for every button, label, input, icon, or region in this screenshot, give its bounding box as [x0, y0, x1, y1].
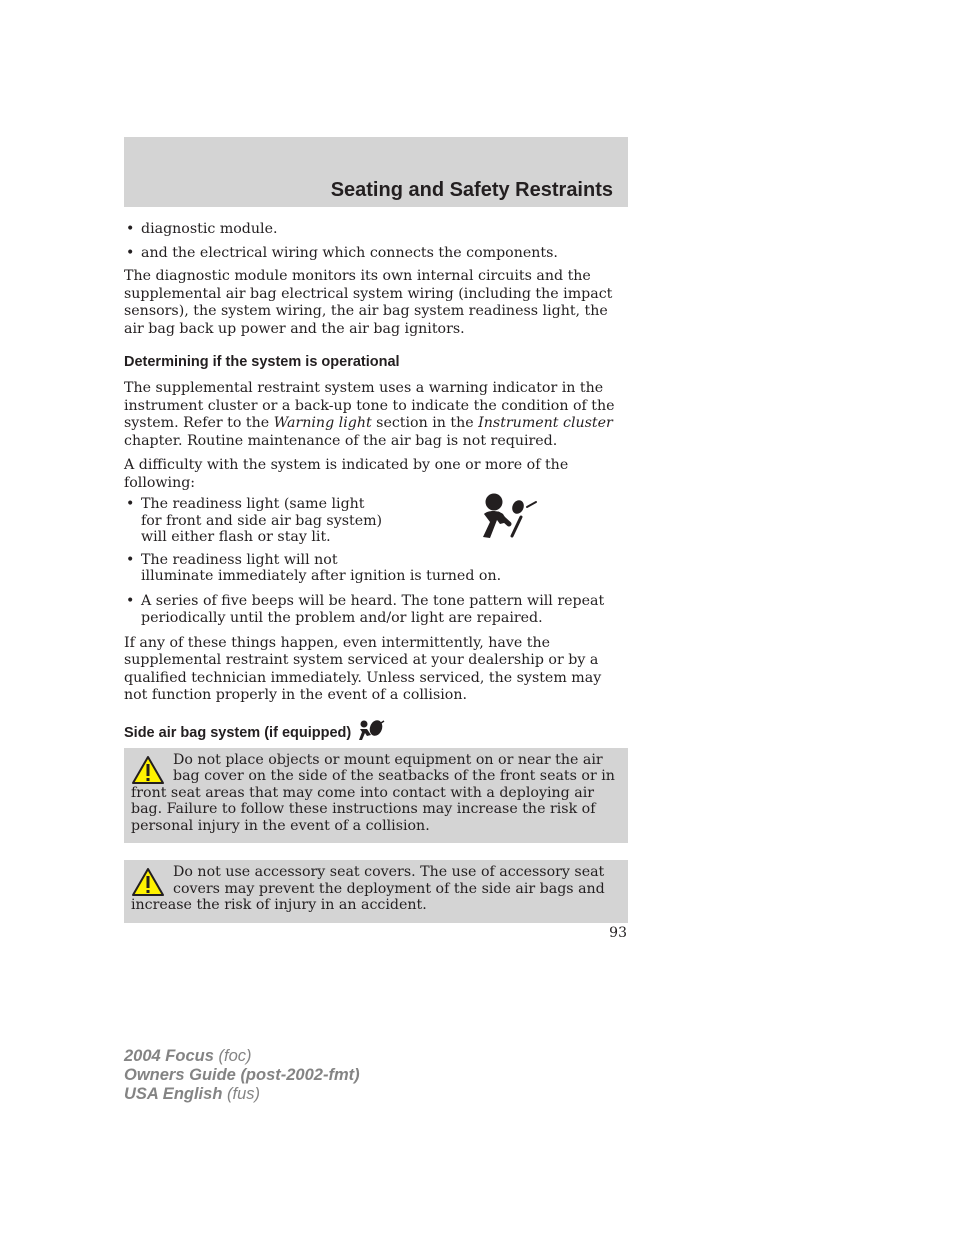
- footer-model-code: (foc): [218, 1047, 252, 1065]
- list-item: [124, 496, 628, 546]
- page-title: Seating and Safety Restraints: [330, 179, 613, 201]
- side-airbag-icon: [357, 719, 385, 741]
- italic-instrument-cluster: Instrument cluster: [478, 415, 613, 431]
- bullet-dot: •: [126, 592, 135, 609]
- warning-text: Do not use accessory seat covers. The use of accessory seat covers may prevent the deployment of the side air bags and increase the risk of injury in an accident.: [131, 864, 605, 913]
- bullet-dot: •: [126, 221, 135, 237]
- bullet-dot: •: [126, 496, 135, 512]
- warning-triangle-icon: [131, 867, 165, 897]
- page-content: [124, 221, 628, 923]
- paragraph-service-advice: If any of these things happen, even intermittently, have the supplemental restraint system serviced at your dealership or by a qualified technician immediately. Unless serviced, the system may not function properly in the event of a collision.: [124, 634, 602, 703]
- bullet-text-line: for front and side air bag system): [141, 512, 383, 529]
- header-band: [124, 137, 628, 207]
- list-item: [124, 221, 628, 239]
- airbag-readiness-icon: [478, 492, 538, 542]
- bullet-text-line: The readiness light (same light: [141, 496, 365, 512]
- footer-line: [124, 1047, 360, 1066]
- bullet-dot: •: [126, 551, 135, 568]
- list-item: [124, 552, 628, 585]
- footer-language: USA English: [124, 1085, 223, 1103]
- bullet-text: and the electrical wiring which connects the components.: [141, 244, 558, 261]
- text-run: chapter. Routine maintenance of the air bag is not required.: [124, 432, 558, 449]
- list-item: [124, 593, 628, 628]
- italic-warning-light: Warning light: [273, 415, 372, 431]
- spacer: [124, 843, 628, 860]
- heading-text: Side air bag system (if equipped): [124, 724, 352, 741]
- bullet-text-line: The readiness light will not: [141, 551, 338, 568]
- list-item: [124, 245, 628, 263]
- paragraph-difficulty: A difficulty with the system is indicated by one or more of the following:: [124, 457, 569, 491]
- paragraph-warning-indicator: [124, 380, 628, 450]
- footer-model: 2004 Focus: [124, 1047, 214, 1065]
- warning-box: [124, 748, 628, 844]
- text-run: section in the: [371, 415, 479, 431]
- warning-triangle-icon: [131, 755, 165, 785]
- page-number: 93: [609, 925, 627, 941]
- warning-box: [124, 860, 628, 923]
- footer: [124, 1047, 360, 1104]
- bullet-text: diagnostic module.: [141, 221, 278, 237]
- footer-line: [124, 1066, 360, 1085]
- bullet-text: A series of five beeps will be heard. The tone pattern will repeat periodically until the problem and/or light are repaired.: [141, 592, 605, 626]
- heading-determining-operational: Determining if the system is operational: [124, 354, 400, 370]
- paragraph-diagnostic-module: The diagnostic module monitors its own internal circuits and the supplemental air bag electrical system wiring (including the impact sensors), the system wiring, the air bag system readiness light, the air bag back up power and the air bag ignitors.: [124, 268, 613, 337]
- text-run: The supplemental restraint system uses a warning indicator in the instrument cluster or a back-up tone to indicate the condition of the system. Refer to the: [124, 380, 615, 431]
- bullet-dot: •: [126, 244, 135, 261]
- bullet-text-line: will either flash or stay lit.: [141, 529, 331, 545]
- warning-text: Do not place objects or mount equipment on or near the air bag cover on the side of the seatbacks of the front seats or in front seat areas that may come into contact with a deploying air bag. Failure to follow these instructions may increase the risk of personal injury in the event of a collision.: [131, 751, 615, 834]
- bullet-text-line: illuminate immediately after ignition is turned on.: [141, 568, 502, 584]
- footer-line: [124, 1085, 360, 1104]
- heading-side-air-bag: [124, 719, 628, 742]
- footer-language-code: (fus): [227, 1085, 260, 1103]
- footer-guide: Owners Guide (post-2002-fmt): [124, 1066, 360, 1084]
